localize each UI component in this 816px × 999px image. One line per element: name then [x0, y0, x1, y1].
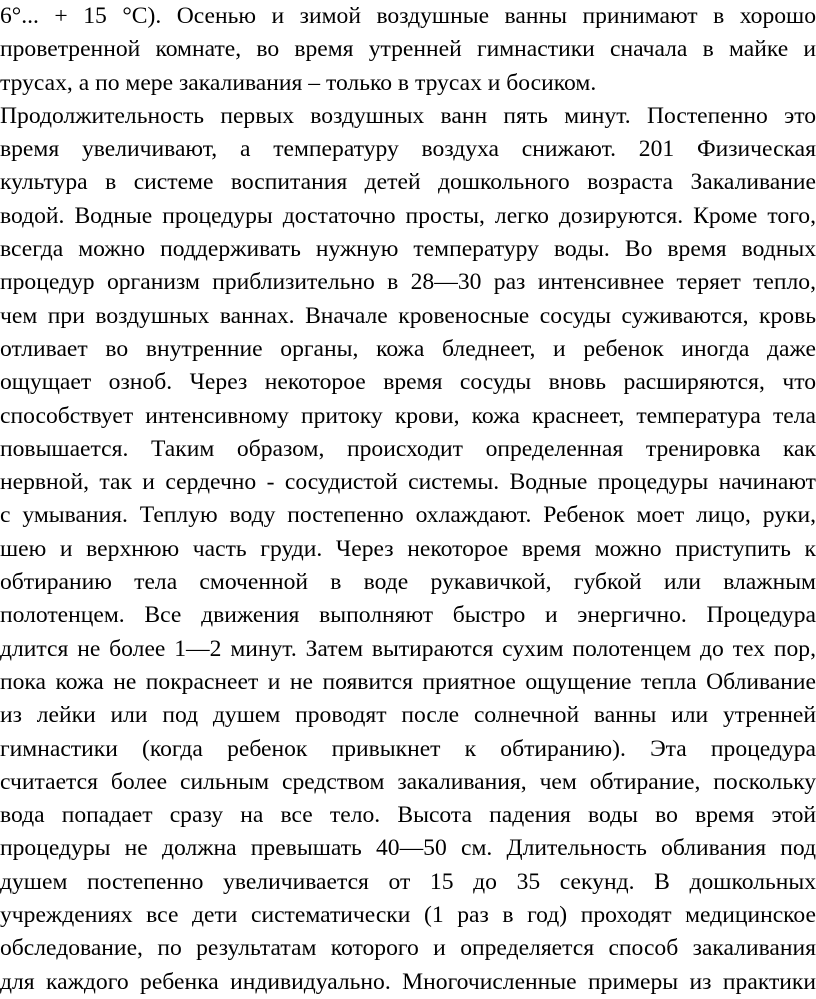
text-line: способствует интенсивному притоку крови, кожа краснеет, температура тела — [0, 402, 816, 429]
text-line: из лейки или под душем проводят после солнечной ванны или утренней — [0, 702, 816, 729]
text-line: гимнастики (когда ребенок привыкнет к обтиранию). Эта процедура — [0, 735, 816, 762]
text-line: обследование, по результатам которого и определяется способ закаливания — [0, 935, 816, 962]
text-line: полотенцем. Все движения выполняют быстро и энергично. Процедура — [0, 602, 816, 629]
text-line: для каждого ребенка индивидуально. Многочисленные примеры из практики — [0, 968, 816, 995]
text-line: процедур организм приблизительно в 28—30 раз интенсивнее теряет тепло, — [0, 269, 816, 296]
text-line: длится не более 1—2 минут. Затем вытираются сухим полотенцем до тех пор, — [0, 635, 816, 662]
text-line: всегда можно поддерживать нужную температуру воды. Во время водных — [0, 236, 816, 263]
text-line: считается более сильным средством закаливания, чем обтирание, поскольку — [0, 768, 816, 795]
text-line: учреждениях все дети систематически (1 раз в год) проходят медицинское — [0, 902, 816, 929]
text-line: ощущает озноб. Через некоторое время сосуды вновь расширяются, что — [0, 369, 816, 396]
text-line: отливает во внутренние органы, кожа бледнеет, и ребенок иногда даже — [0, 335, 816, 362]
text-line: культура в системе воспитания детей дошкольного возраста Закаливание — [0, 169, 816, 196]
text-line: вода попадает сразу на все тело. Высота падения воды во время этой — [0, 802, 816, 829]
text-line: Продолжительность первых воздушных ванн пять минут. Постепенно это — [0, 102, 816, 129]
text-line: обтиранию тела смоченной в воде рукавичкой, губкой или влажным — [0, 569, 816, 596]
text-line: процедуры не должна превышать 40—50 см. Длительность обливания под — [0, 835, 816, 862]
text-line: водой. Водные процедуры достаточно просты, легко дозируются. Кроме того, — [0, 202, 816, 229]
text-line: трусах, а по мере закаливания – только в трусах и босиком. — [0, 69, 597, 96]
text-line: 6°... + 15 °С). Осенью и зимой воздушные ванны принимают в хорошо — [0, 3, 816, 29]
text-line: проветренной комнате, во время утренней гимнастики сначала в майке и — [0, 36, 816, 63]
text-line: нервной, так и сердечно - сосудистой системы. Водные процедуры начинают — [0, 469, 816, 496]
text-line: душем постепенно увеличивается от 15 до 35 секунд. В дошкольных — [0, 868, 816, 895]
text-line: время увеличивают, а температуру воздуха снижают. 201 Физическая — [0, 136, 816, 163]
text-line: пока кожа не покраснеет и не появится приятное ощущение тепла Обливание — [0, 668, 816, 695]
text-line: чем при воздушных ваннах. Вначале кровеносные сосуды суживаются, кровь — [0, 302, 816, 329]
text-line: с умывания. Теплую воду постепенно охлаждают. Ребенок моет лицо, руки, — [0, 502, 816, 529]
text-line: повышается. Таким образом, происходит определенная тренировка как — [0, 435, 816, 462]
text-line: шею и верхнюю часть груди. Через некоторое время можно приступить к — [0, 535, 816, 562]
